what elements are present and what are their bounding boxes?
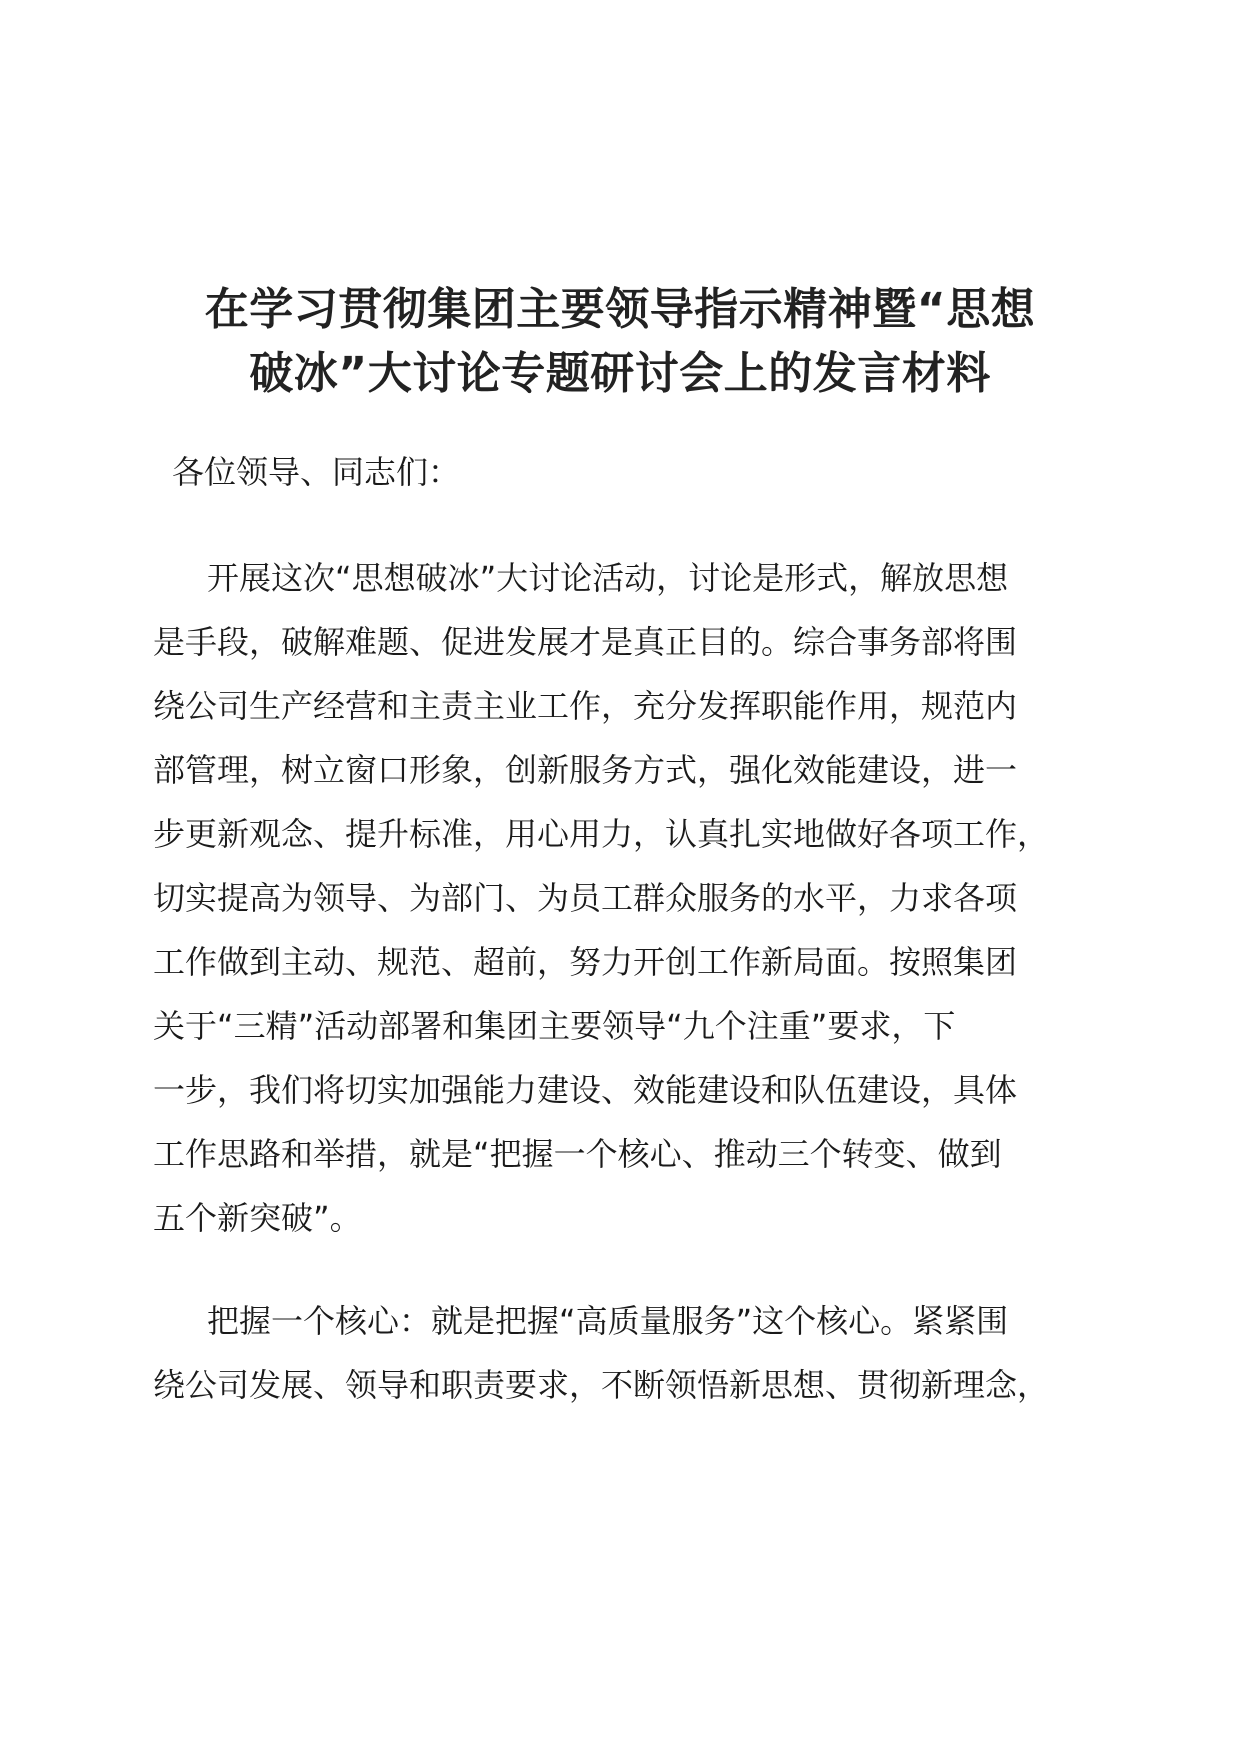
paragraph-line: 一步，我们将切实加强能力建设、效能建设和队伍建设，具体 [153, 1071, 1018, 1109]
paragraph-core [153, 1289, 1103, 1417]
salutation: 各位领导、同志们： [172, 453, 461, 491]
paragraph-line: 把握一个核心：就是把握“高质量服务”这个核心。紧紧围 [207, 1302, 1009, 1340]
paragraph-line: 工作做到主动、规范、超前，努力开创工作新局面。按照集团 [153, 943, 1018, 981]
paragraph-line: 步更新观念、提升标准，用心用力，认真扎实地做好各项工作， [153, 815, 1050, 853]
paragraph-line: 五个新突破”。 [153, 1199, 362, 1237]
paragraph-line: 关于“三精”活动部署和集团主要领导“九个注重”要求，下 [153, 1007, 956, 1045]
title-line: 破冰”大讨论专题研讨会上的发言材料 [249, 348, 991, 399]
paragraph-line: 绕公司发展、领导和职责要求，不断领悟新思想、贯彻新理念， [153, 1366, 1050, 1404]
document-title [150, 278, 1090, 406]
paragraph-line: 工作思路和举措，就是“把握一个核心、推动三个转变、做到 [153, 1135, 1002, 1173]
paragraph-line: 是手段，破解难题、促进发展才是真正目的。综合事务部将围 [153, 623, 1018, 661]
paragraph-line: 部管理，树立窗口形象，创新服务方式，强化效能建设，进一 [153, 751, 1018, 789]
paragraph-intro [153, 546, 1103, 1250]
paragraph-line: 切实提高为领导、为部门、为员工群众服务的水平，力求各项 [153, 879, 1018, 917]
paragraph-line: 开展这次“思想破冰”大讨论活动，讨论是形式，解放思想 [207, 559, 1009, 597]
title-line: 在学习贯彻集团主要领导指示精神暨“思想 [204, 284, 1036, 335]
paragraph-line: 绕公司生产经营和主责主业工作，充分发挥职能作用，规范内 [153, 687, 1018, 725]
